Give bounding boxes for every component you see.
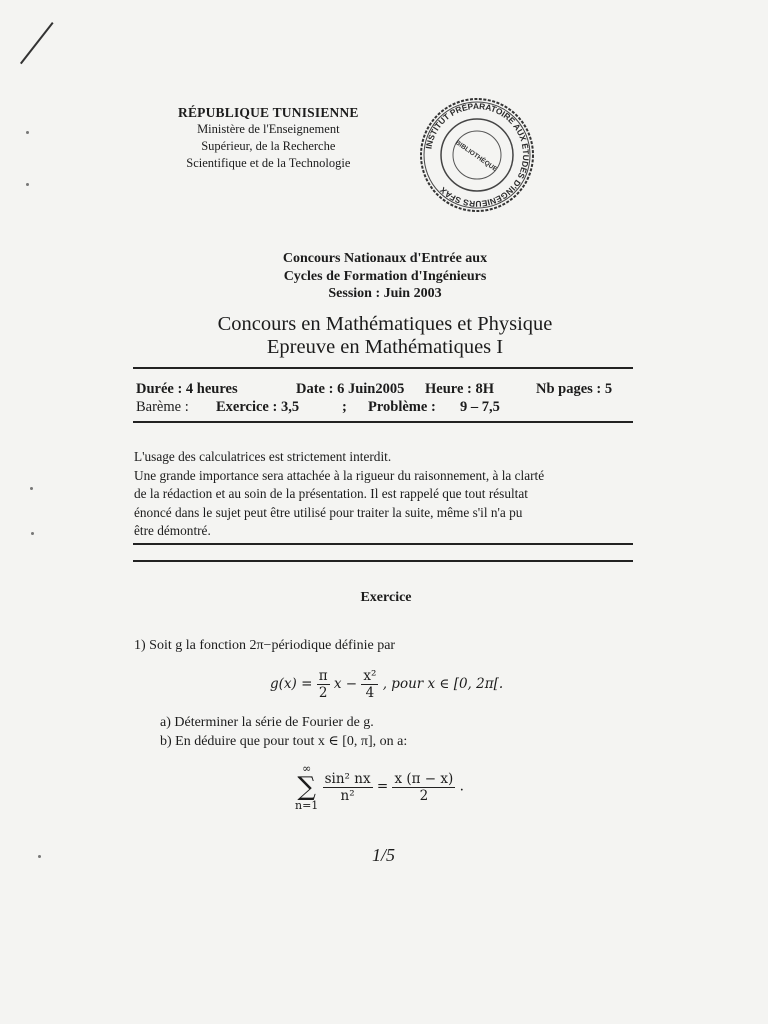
concours-line: Concours Nationaux d'Entrée aux — [282, 251, 488, 266]
instruction-line: de la rédaction et au soin de la présentation. Il est rappelé que tout résultat — [134, 486, 528, 501]
stamp-outer-text: INSTITUT PRÉPARATOIRE AUX ÉTUDES D'INGÉNIEURS SFAX — [423, 100, 532, 210]
fraction-den: n² — [340, 787, 355, 804]
equation-g — [270, 668, 503, 701]
fraction — [361, 668, 378, 701]
bareme-label: Barème : — [136, 399, 189, 415]
divider — [133, 560, 633, 562]
eq-mid: x − — [333, 676, 358, 692]
exercise-points: Exercice : 3,5 — [216, 399, 300, 415]
library-stamp — [418, 97, 536, 213]
page-count: Nb pages : 5 — [536, 381, 613, 397]
question-1: 1) Soit g la fonction 2π−périodique définie par — [134, 638, 396, 653]
fraction-den: 4 — [365, 685, 375, 701]
separator: ; — [342, 399, 347, 415]
exam-title — [160, 313, 610, 359]
sum-symbol: ∑ — [297, 772, 316, 802]
title-line: Epreuve en Mathématiques I — [266, 336, 504, 358]
question-1b: b) En déduire que pour tout x ∈ [0, π], on a: — [160, 734, 408, 749]
divider — [133, 367, 633, 369]
divider — [133, 421, 633, 423]
scan-speck — [38, 855, 41, 858]
scan-speck — [26, 183, 29, 186]
concours-line: Cycles de Formation d'Ingénieurs — [283, 268, 487, 284]
session-line: Session : Juin 2003 — [328, 286, 442, 301]
fraction — [323, 771, 373, 804]
instructions — [134, 448, 634, 541]
stamp-center-text: BIBLIOTHÈQUE — [454, 139, 499, 174]
fraction-num: x² — [363, 668, 377, 684]
exercise-heading: Exercice — [360, 590, 412, 605]
scan-speck — [30, 487, 33, 490]
instruction-line: énoncé dans le sujet peut être utilisé pour traiter la suite, même s'il n'a pu — [134, 504, 523, 520]
equation-sum — [295, 762, 464, 812]
duration: Durée : 4 heures — [136, 381, 238, 397]
exam-info — [136, 380, 636, 416]
instruction-line: être démontré. — [134, 523, 211, 538]
scan-speck — [26, 131, 29, 134]
divider — [133, 543, 633, 545]
fraction — [392, 771, 455, 804]
pen-mark — [20, 22, 54, 64]
ministry-line: Scientifique et de la Technologie — [186, 156, 351, 170]
instruction-line: Une grande importance sera attachée à la rigueur du raisonnement, à la clarté — [134, 467, 545, 483]
fraction-den: 2 — [419, 787, 429, 804]
problem-points: 9 – 7,5 — [460, 399, 500, 415]
title-line: Concours en Mathématiques et Physique — [217, 313, 553, 335]
date: Date : 6 Juin2005 — [296, 381, 405, 397]
sum-lower: n=1 — [295, 799, 319, 812]
country-name: RÉPUBLIQUE TUNISIENNE — [178, 105, 359, 120]
summation — [295, 762, 318, 812]
question-1a: a) Déterminer la série de Fourier de g. — [160, 715, 374, 730]
ministry-line: Ministère de l'Enseignement — [197, 122, 340, 136]
ministry-line: Supérieur, de la Recherche — [201, 139, 336, 153]
equals-sign: = — [376, 778, 389, 795]
instruction-line: L'usage des calculatrices est strictement interdit. — [134, 449, 392, 464]
fraction-num: sin² nx — [324, 770, 371, 787]
eq-tail: , pour x ∈ [0, 2π[. — [382, 676, 504, 692]
fraction — [317, 668, 330, 701]
page-number: 1/5 — [372, 845, 396, 865]
problem-label: Problème : — [368, 399, 436, 415]
fraction-num: π — [318, 668, 328, 684]
sum-upper: ∞ — [302, 762, 312, 775]
fraction-num: x (π − x) — [394, 770, 454, 787]
fraction-den: 2 — [318, 685, 328, 701]
scan-speck — [31, 532, 34, 535]
eq-lhs: g(x) = — [270, 676, 313, 692]
period: . — [459, 778, 464, 795]
republic-header — [178, 104, 359, 172]
time: Heure : 8H — [425, 381, 494, 397]
concours-block — [200, 250, 570, 303]
